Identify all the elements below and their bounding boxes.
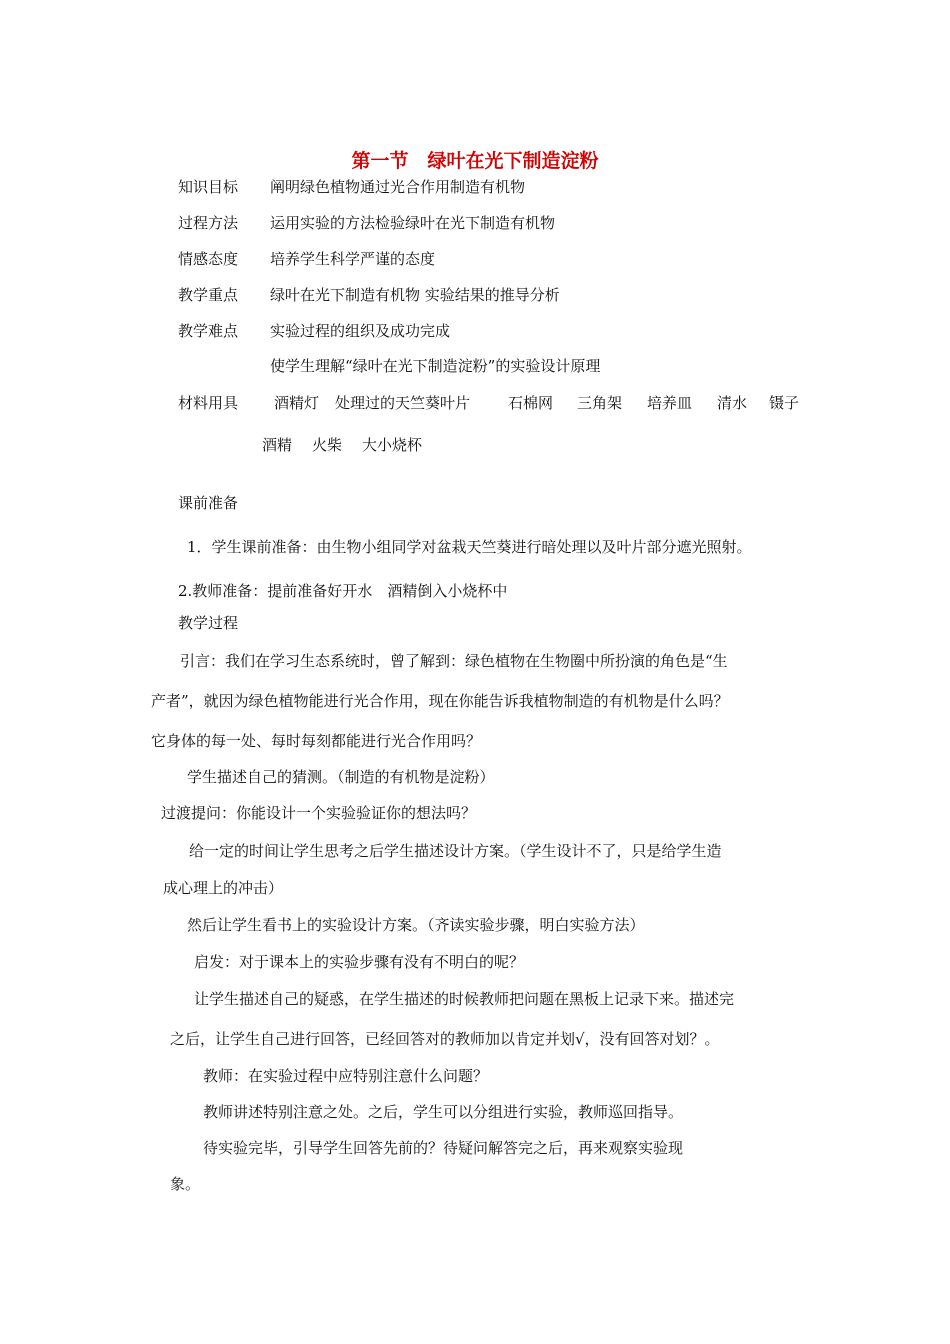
objective-label-knowledge: 知识目标 — [178, 178, 239, 196]
prep-item-students: 1．学生课前准备：由生物小组同学对盆栽天竺葵进行暗处理以及叶片部分遮光照射。 — [187, 538, 752, 556]
teacher-note: 教师讲述特别注意之处。之后，学生可以分组进行实验，教师巡回指导。 — [203, 1103, 684, 1121]
objective-label-attitude: 情感态度 — [178, 250, 239, 268]
page-title: 第一节 绿叶在光下制造淀粉 — [351, 150, 599, 172]
objective-label-difficulty: 教学难点 — [178, 322, 239, 340]
doubt-line: 让学生描述自己的疑惑，在学生描述的时候教师把问题在黑板上记录下来。描述完 — [194, 990, 735, 1008]
material-item: 镊子 — [769, 394, 800, 412]
material-item: 石棉网 — [508, 394, 554, 412]
design-line: 给一定的时间让学生思考之后学生描述设计方案。（学生设计不了，只是给学生造 — [189, 842, 722, 860]
objective-value-focus: 绿叶在光下制造有机物 实验结果的推导分析 — [270, 286, 560, 304]
materials-label: 材料用具 — [178, 394, 239, 412]
material-item: 培养皿 — [647, 394, 693, 412]
teacher-question: 教师：在实验过程中应特别注意什么问题？ — [203, 1067, 489, 1085]
objective-value-difficulty: 实验过程的组织及成功完成 — [270, 322, 451, 340]
objective-value-attitude: 培养学生科学严谨的态度 — [270, 250, 436, 268]
objective-value-process: 运用实验的方法检验绿叶在光下制造有机物 — [270, 214, 556, 232]
material-item: 清水 — [717, 394, 748, 412]
material-item: 处理过的天竺葵叶片 — [335, 394, 471, 412]
prep-heading: 课前准备 — [178, 494, 239, 512]
objective-label-focus: 教学重点 — [178, 286, 239, 304]
material-item: 酒精灯 — [274, 394, 320, 412]
process-heading: 教学过程 — [178, 614, 239, 632]
objective-value-knowledge: 阐明绿色植物通过光合作用制造有机物 — [270, 178, 526, 196]
material-item: 三角架 — [577, 394, 623, 412]
after-line: 待实验完毕，引导学生回答先前的？待疑问解答完之后，再来观察实验现 — [203, 1139, 684, 1157]
doubt-line: 之后，让学生自己进行回答，已经回答对的教师加以肯定并划√，没有回答对划？。 — [170, 1030, 720, 1048]
design-line: 成心理上的冲击） — [163, 879, 284, 897]
inspire-line: 启发：对于课本上的实验步骤有没有不明白的呢？ — [194, 953, 525, 971]
guess-line: 学生描述自己的猜测。（制造的有机物是淀粉） — [187, 768, 495, 786]
material-item: 酒精 — [262, 436, 293, 454]
material-item: 大小烧杯 — [362, 436, 423, 454]
read-book-line: 然后让学生看书上的实验设计方案。（齐读实验步骤，明白实验方法） — [187, 916, 645, 934]
objective-label-process: 过程方法 — [178, 214, 239, 232]
prep-item-teacher: 2.教师准备：提前准备好开水 酒精倒入小烧杯中 — [178, 582, 508, 600]
transition-question: 过渡提问：你能设计一个实验验证你的想法吗？ — [161, 804, 477, 822]
difficulty-line-2: 使学生理解“绿叶在光下制造淀粉”的实验设计原理 — [270, 357, 601, 375]
intro-line: 引言：我们在学习生态系统时，曾了解到：绿色植物在生物圈中所扮演的角色是“生 — [180, 652, 728, 670]
intro-line: 它身体的每一处、每时每刻都能进行光合作用吗？ — [151, 732, 482, 750]
after-line: 象。 — [170, 1175, 201, 1193]
material-item: 火柴 — [312, 436, 343, 454]
intro-line: 产者”，就因为绿色植物能进行光合作用，现在你能告诉我植物制造的有机物是什么吗？ — [151, 692, 729, 710]
